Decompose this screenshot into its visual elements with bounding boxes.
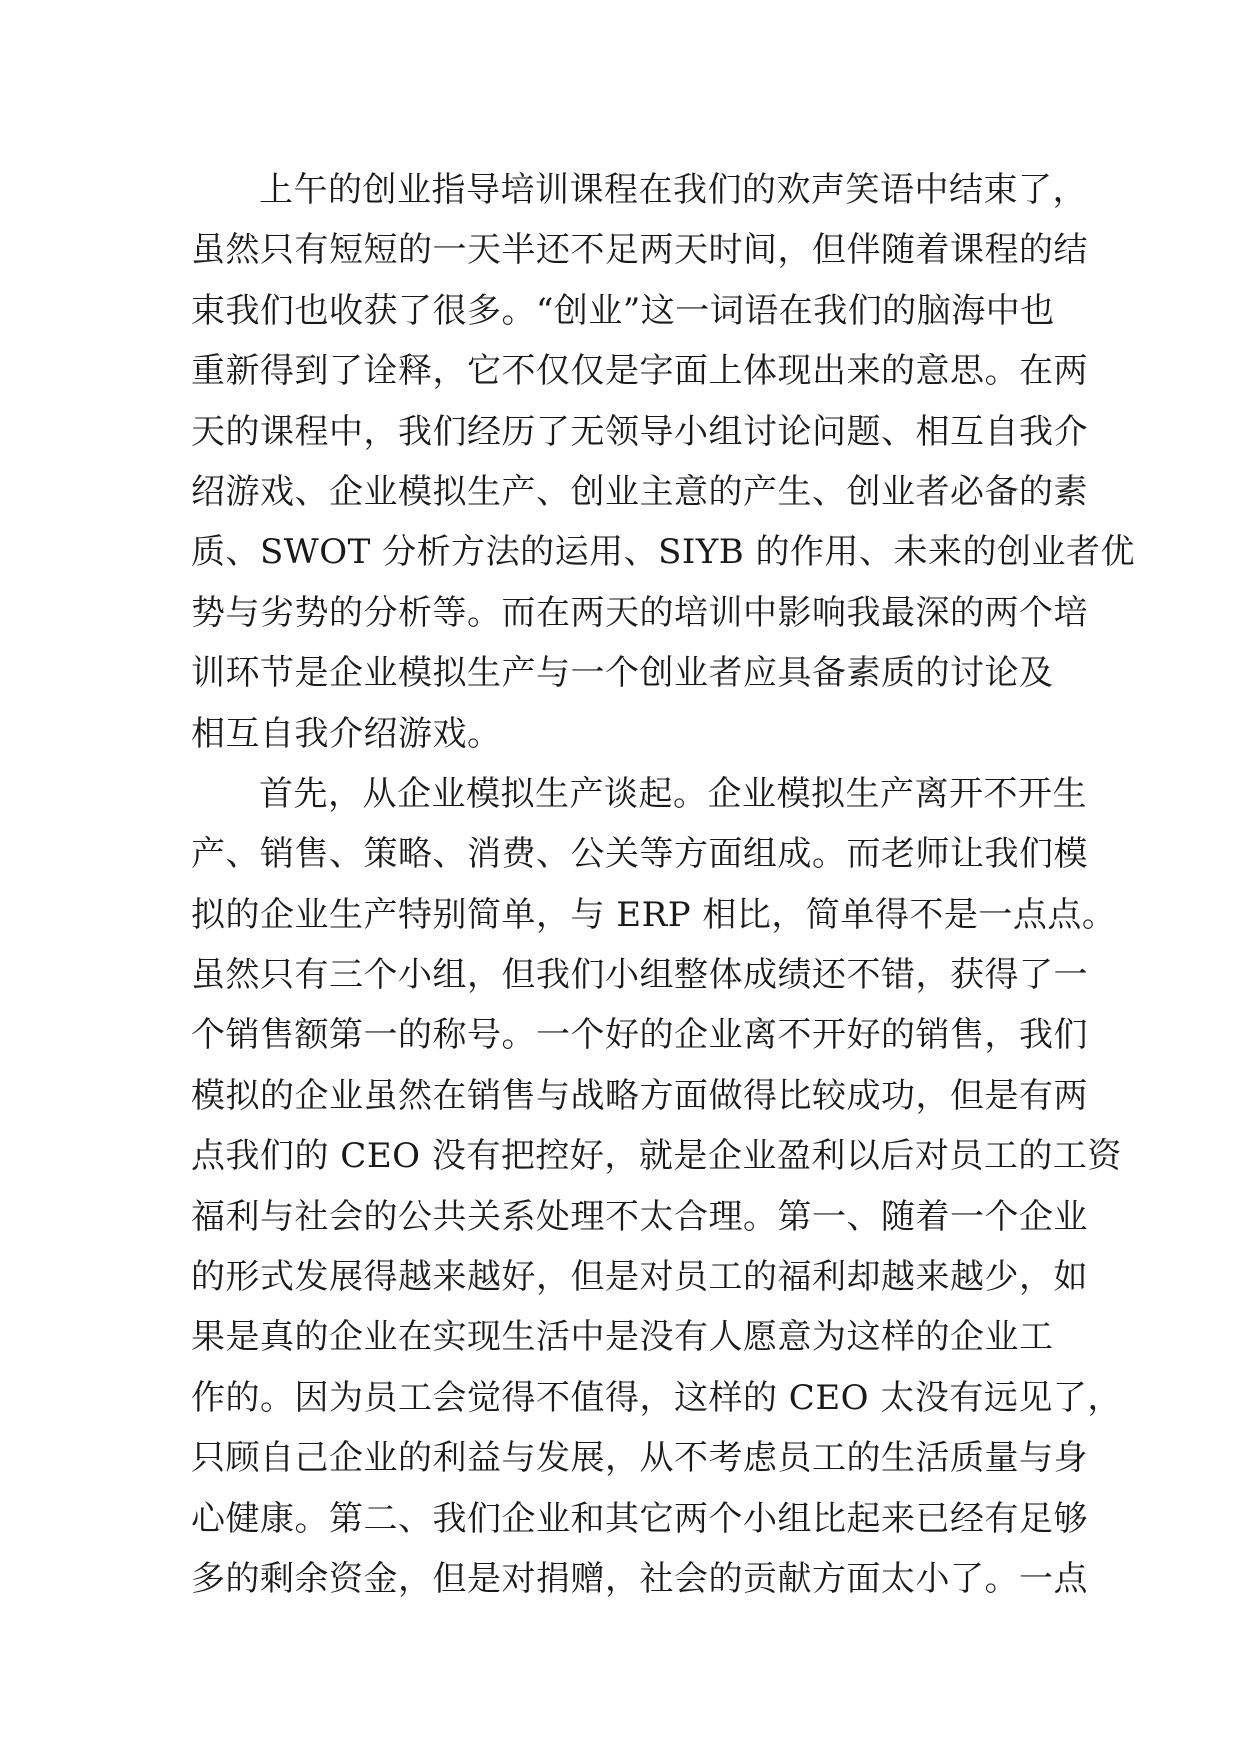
text-line: 福利与社会的公共关系处理不太合理。第一、随着一个企业: [191, 1196, 1088, 1237]
text-line: 的形式发展得越来越好，但是对员工的福利却越来越少，如: [191, 1257, 1088, 1298]
text-line: 上午的创业指导培训课程在我们的欢声笑语中结束了，: [259, 170, 1087, 210]
text-line: 相互自我介绍游戏。: [191, 713, 502, 754]
text-line: 势与劣势的分析等。而在两天的培训中影响我最深的两个培: [191, 592, 1088, 633]
text-line: 个销售额第一的称号。一个好的企业离不开好的销售，我们: [191, 1015, 1088, 1056]
text-line: 点我们的 CEO 没有把控好，就是企业盈利以后对员工的工资: [191, 1136, 1122, 1177]
text-line: 产、销售、策略、消费、公关等方面组成。而老师让我们模: [191, 834, 1088, 875]
text-line: 质、SWOT 分析方法的运用、SIYB 的作用、未来的创业者优: [191, 532, 1136, 573]
text-line: 果是真的企业在实现生活中是没有人愿意为这样的企业工: [191, 1317, 1054, 1358]
text-line: 只顾自己企业的利益与发展，从不考虑员工的生活质量与身: [191, 1438, 1088, 1479]
text-line: 模拟的企业虽然在销售与战略方面做得比较成功，但是有两: [191, 1075, 1088, 1116]
text-line: 首先，从企业模拟生产谈起。企业模拟生产离开不开生: [259, 773, 1087, 814]
text-line: 天的课程中，我们经历了无领导小组讨论问题、相互自我介: [191, 411, 1088, 452]
text-line: 虽然只有短短的一天半还不足两天时间，但伴随着课程的结: [191, 230, 1088, 271]
text-line: 虽然只有三个小组，但我们小组整体成绩还不错，获得了一: [191, 955, 1088, 996]
text-line: 多的剩余资金，但是对捐赠，社会的贡献方面太小了。一点: [191, 1558, 1088, 1599]
text-line: 心健康。第二、我们企业和其它两个小组比起来已经有足够: [191, 1498, 1088, 1539]
body-text: [191, 160, 1136, 1609]
text-line: 绍游戏、企业模拟生产、创业主意的产生、创业者必备的素: [191, 471, 1088, 512]
text-line: 拟的企业生产特别简单，与 ERP 相比，简单得不是一点点。: [191, 894, 1117, 935]
text-line: 训环节是企业模拟生产与一个创业者应具备素质的讨论及: [191, 653, 1054, 694]
text-line: 重新得到了诠释，它不仅仅是字面上体现出来的意思。在两: [191, 351, 1088, 392]
text-line: 束我们也收获了很多。“创业”这一词语在我们的脑海中也: [191, 290, 1055, 331]
text-line: 作的。因为员工会觉得不值得，这样的 CEO 太没有远见了，: [191, 1377, 1122, 1418]
